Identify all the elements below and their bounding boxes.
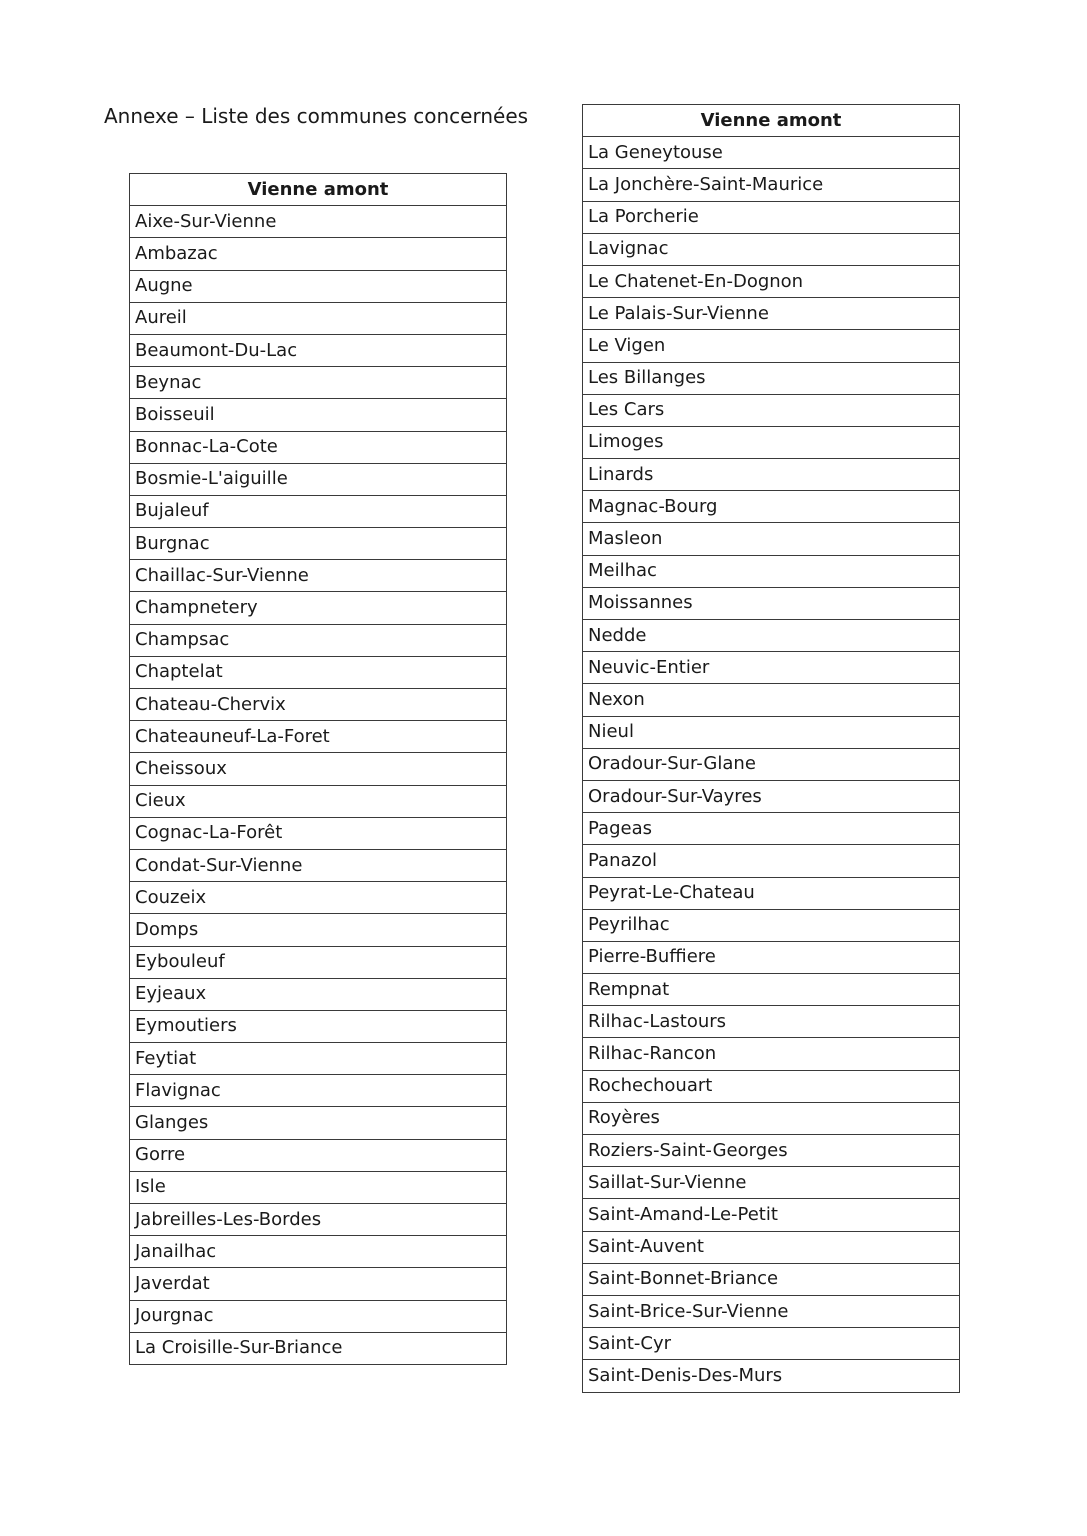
table-row [130, 946, 507, 978]
commune-name: Rochechouart [583, 1070, 960, 1102]
commune-name: Nedde [583, 620, 960, 652]
table-row [130, 849, 507, 881]
table-body [583, 137, 960, 1392]
commune-table-right [582, 104, 960, 1393]
commune-name: Cognac-La-Forêt [130, 817, 507, 849]
commune-name: Bujaleuf [130, 495, 507, 527]
table-row [583, 909, 960, 941]
table-row [583, 1070, 960, 1102]
commune-name: Le Chatenet-En-Dognon [583, 265, 960, 297]
commune-name: Oradour-Sur-Vayres [583, 780, 960, 812]
table-row [130, 270, 507, 302]
commune-name: Chateau-Chervix [130, 689, 507, 721]
commune-name: Royères [583, 1102, 960, 1134]
commune-name: Roziers-Saint-Georges [583, 1135, 960, 1167]
commune-name: Jabreilles-Les-Bordes [130, 1204, 507, 1236]
table-row [130, 656, 507, 688]
table-row [583, 716, 960, 748]
commune-name: Saint-Denis-Des-Murs [583, 1360, 960, 1392]
commune-name: Rilhac-Lastours [583, 1006, 960, 1038]
table-row [130, 1043, 507, 1075]
table-row [583, 394, 960, 426]
table-row [130, 495, 507, 527]
table-row [130, 721, 507, 753]
commune-name: Les Billanges [583, 362, 960, 394]
commune-name: Saint-Cyr [583, 1328, 960, 1360]
table-row [130, 753, 507, 785]
table-header: Vienne amont [583, 105, 960, 137]
table-row [583, 1038, 960, 1070]
commune-name: Meilhac [583, 555, 960, 587]
commune-name: Rempnat [583, 974, 960, 1006]
table-row [583, 1199, 960, 1231]
commune-name: Moissannes [583, 587, 960, 619]
commune-name: Lavignac [583, 233, 960, 265]
table-row [583, 265, 960, 297]
table-row [130, 1075, 507, 1107]
commune-name: Pierre-Buffiere [583, 941, 960, 973]
commune-name: Saint-Bonnet-Briance [583, 1263, 960, 1295]
commune-name: Cheissoux [130, 753, 507, 785]
table-row [130, 463, 507, 495]
table-row [130, 1204, 507, 1236]
commune-name: Aixe-Sur-Vienne [130, 206, 507, 238]
table-row [583, 684, 960, 716]
table-row [130, 431, 507, 463]
commune-name: La Jonchère-Saint-Maurice [583, 169, 960, 201]
commune-name: Eybouleuf [130, 946, 507, 978]
table-row [583, 974, 960, 1006]
commune-name: Saillat-Sur-Vienne [583, 1167, 960, 1199]
table-row [130, 785, 507, 817]
table-row [130, 1332, 507, 1364]
commune-name: Champnetery [130, 592, 507, 624]
commune-name: Beynac [130, 367, 507, 399]
table-row [583, 491, 960, 523]
commune-name: Augne [130, 270, 507, 302]
commune-name: Linards [583, 459, 960, 491]
table-row [583, 587, 960, 619]
commune-name: Chateauneuf-La-Foret [130, 721, 507, 753]
table-row [583, 1102, 960, 1134]
table-row [130, 560, 507, 592]
commune-name: Rilhac-Rancon [583, 1038, 960, 1070]
commune-name: Condat-Sur-Vienne [130, 849, 507, 881]
table-row [583, 813, 960, 845]
commune-name: Feytiat [130, 1043, 507, 1075]
table-header-row [583, 105, 960, 137]
table-row [130, 817, 507, 849]
page-title: Annexe – Liste des communes concernées [104, 104, 529, 128]
table-row [130, 334, 507, 366]
table-row [130, 1171, 507, 1203]
commune-name: Chaillac-Sur-Vienne [130, 560, 507, 592]
table-row [130, 399, 507, 431]
table-header: Vienne amont [130, 174, 507, 206]
table-row [130, 882, 507, 914]
table-header-row [130, 174, 507, 206]
table-row [583, 748, 960, 780]
table-row [583, 426, 960, 458]
table-row [583, 1006, 960, 1038]
table-row [583, 555, 960, 587]
commune-name: Couzeix [130, 882, 507, 914]
commune-name: Bonnac-La-Cote [130, 431, 507, 463]
commune-name: Peyrilhac [583, 909, 960, 941]
table-row [583, 1167, 960, 1199]
table-row [130, 592, 507, 624]
commune-name: Flavignac [130, 1075, 507, 1107]
table-row [583, 459, 960, 491]
table-row [130, 302, 507, 334]
commune-name: Boisseuil [130, 399, 507, 431]
table-row [583, 523, 960, 555]
commune-name: Peyrat-Le-Chateau [583, 877, 960, 909]
table-row [130, 1107, 507, 1139]
commune-name: Cieux [130, 785, 507, 817]
commune-name: Glanges [130, 1107, 507, 1139]
table-row [583, 1263, 960, 1295]
table-row [130, 978, 507, 1010]
commune-table-left [129, 173, 507, 1365]
commune-name: Les Cars [583, 394, 960, 426]
commune-name: La Geneytouse [583, 137, 960, 169]
table-row [583, 620, 960, 652]
commune-name: Saint-Brice-Sur-Vienne [583, 1295, 960, 1327]
commune-name: Masleon [583, 523, 960, 555]
commune-name: Gorre [130, 1139, 507, 1171]
table-row [583, 362, 960, 394]
commune-name: Ambazac [130, 238, 507, 270]
table-row [583, 298, 960, 330]
commune-name: Janailhac [130, 1236, 507, 1268]
table-row [130, 367, 507, 399]
commune-name: Jourgnac [130, 1300, 507, 1332]
commune-name: Chaptelat [130, 656, 507, 688]
commune-name: Magnac-Bourg [583, 491, 960, 523]
commune-name: La Porcherie [583, 201, 960, 233]
commune-name: Saint-Auvent [583, 1231, 960, 1263]
commune-name: Neuvic-Entier [583, 652, 960, 684]
commune-name: Pageas [583, 813, 960, 845]
table-row [583, 780, 960, 812]
table-row [130, 1139, 507, 1171]
commune-name: Burgnac [130, 528, 507, 560]
table-row [583, 169, 960, 201]
table-row [583, 877, 960, 909]
table-row [130, 528, 507, 560]
table-row [583, 845, 960, 877]
commune-name: Beaumont-Du-Lac [130, 334, 507, 366]
table-row [583, 1231, 960, 1263]
table-row [583, 1328, 960, 1360]
table-row [583, 652, 960, 684]
table-row [130, 238, 507, 270]
commune-name: Eymoutiers [130, 1010, 507, 1042]
table-row [130, 914, 507, 946]
commune-name: Limoges [583, 426, 960, 458]
table-row [130, 624, 507, 656]
table-row [130, 1300, 507, 1332]
table-row [583, 1360, 960, 1392]
table-row [130, 1236, 507, 1268]
commune-name: Oradour-Sur-Glane [583, 748, 960, 780]
commune-name: Javerdat [130, 1268, 507, 1300]
commune-name: Nieul [583, 716, 960, 748]
table-row [130, 689, 507, 721]
table-body [130, 206, 507, 1365]
table-row [583, 137, 960, 169]
commune-name: Domps [130, 914, 507, 946]
commune-name: Aureil [130, 302, 507, 334]
table-row [583, 201, 960, 233]
commune-name: Champsac [130, 624, 507, 656]
table-row [583, 233, 960, 265]
commune-name: Isle [130, 1171, 507, 1203]
commune-name: Eyjeaux [130, 978, 507, 1010]
table-row [583, 941, 960, 973]
table-row [583, 330, 960, 362]
commune-name: Le Vigen [583, 330, 960, 362]
commune-name: Panazol [583, 845, 960, 877]
commune-name: La Croisille-Sur-Briance [130, 1332, 507, 1364]
commune-name: Bosmie-L'aiguille [130, 463, 507, 495]
commune-name: Le Palais-Sur-Vienne [583, 298, 960, 330]
table-row [130, 206, 507, 238]
commune-name: Saint-Amand-Le-Petit [583, 1199, 960, 1231]
table-row [583, 1135, 960, 1167]
table-row [130, 1268, 507, 1300]
table-row [583, 1295, 960, 1327]
table-row [130, 1010, 507, 1042]
commune-name: Nexon [583, 684, 960, 716]
